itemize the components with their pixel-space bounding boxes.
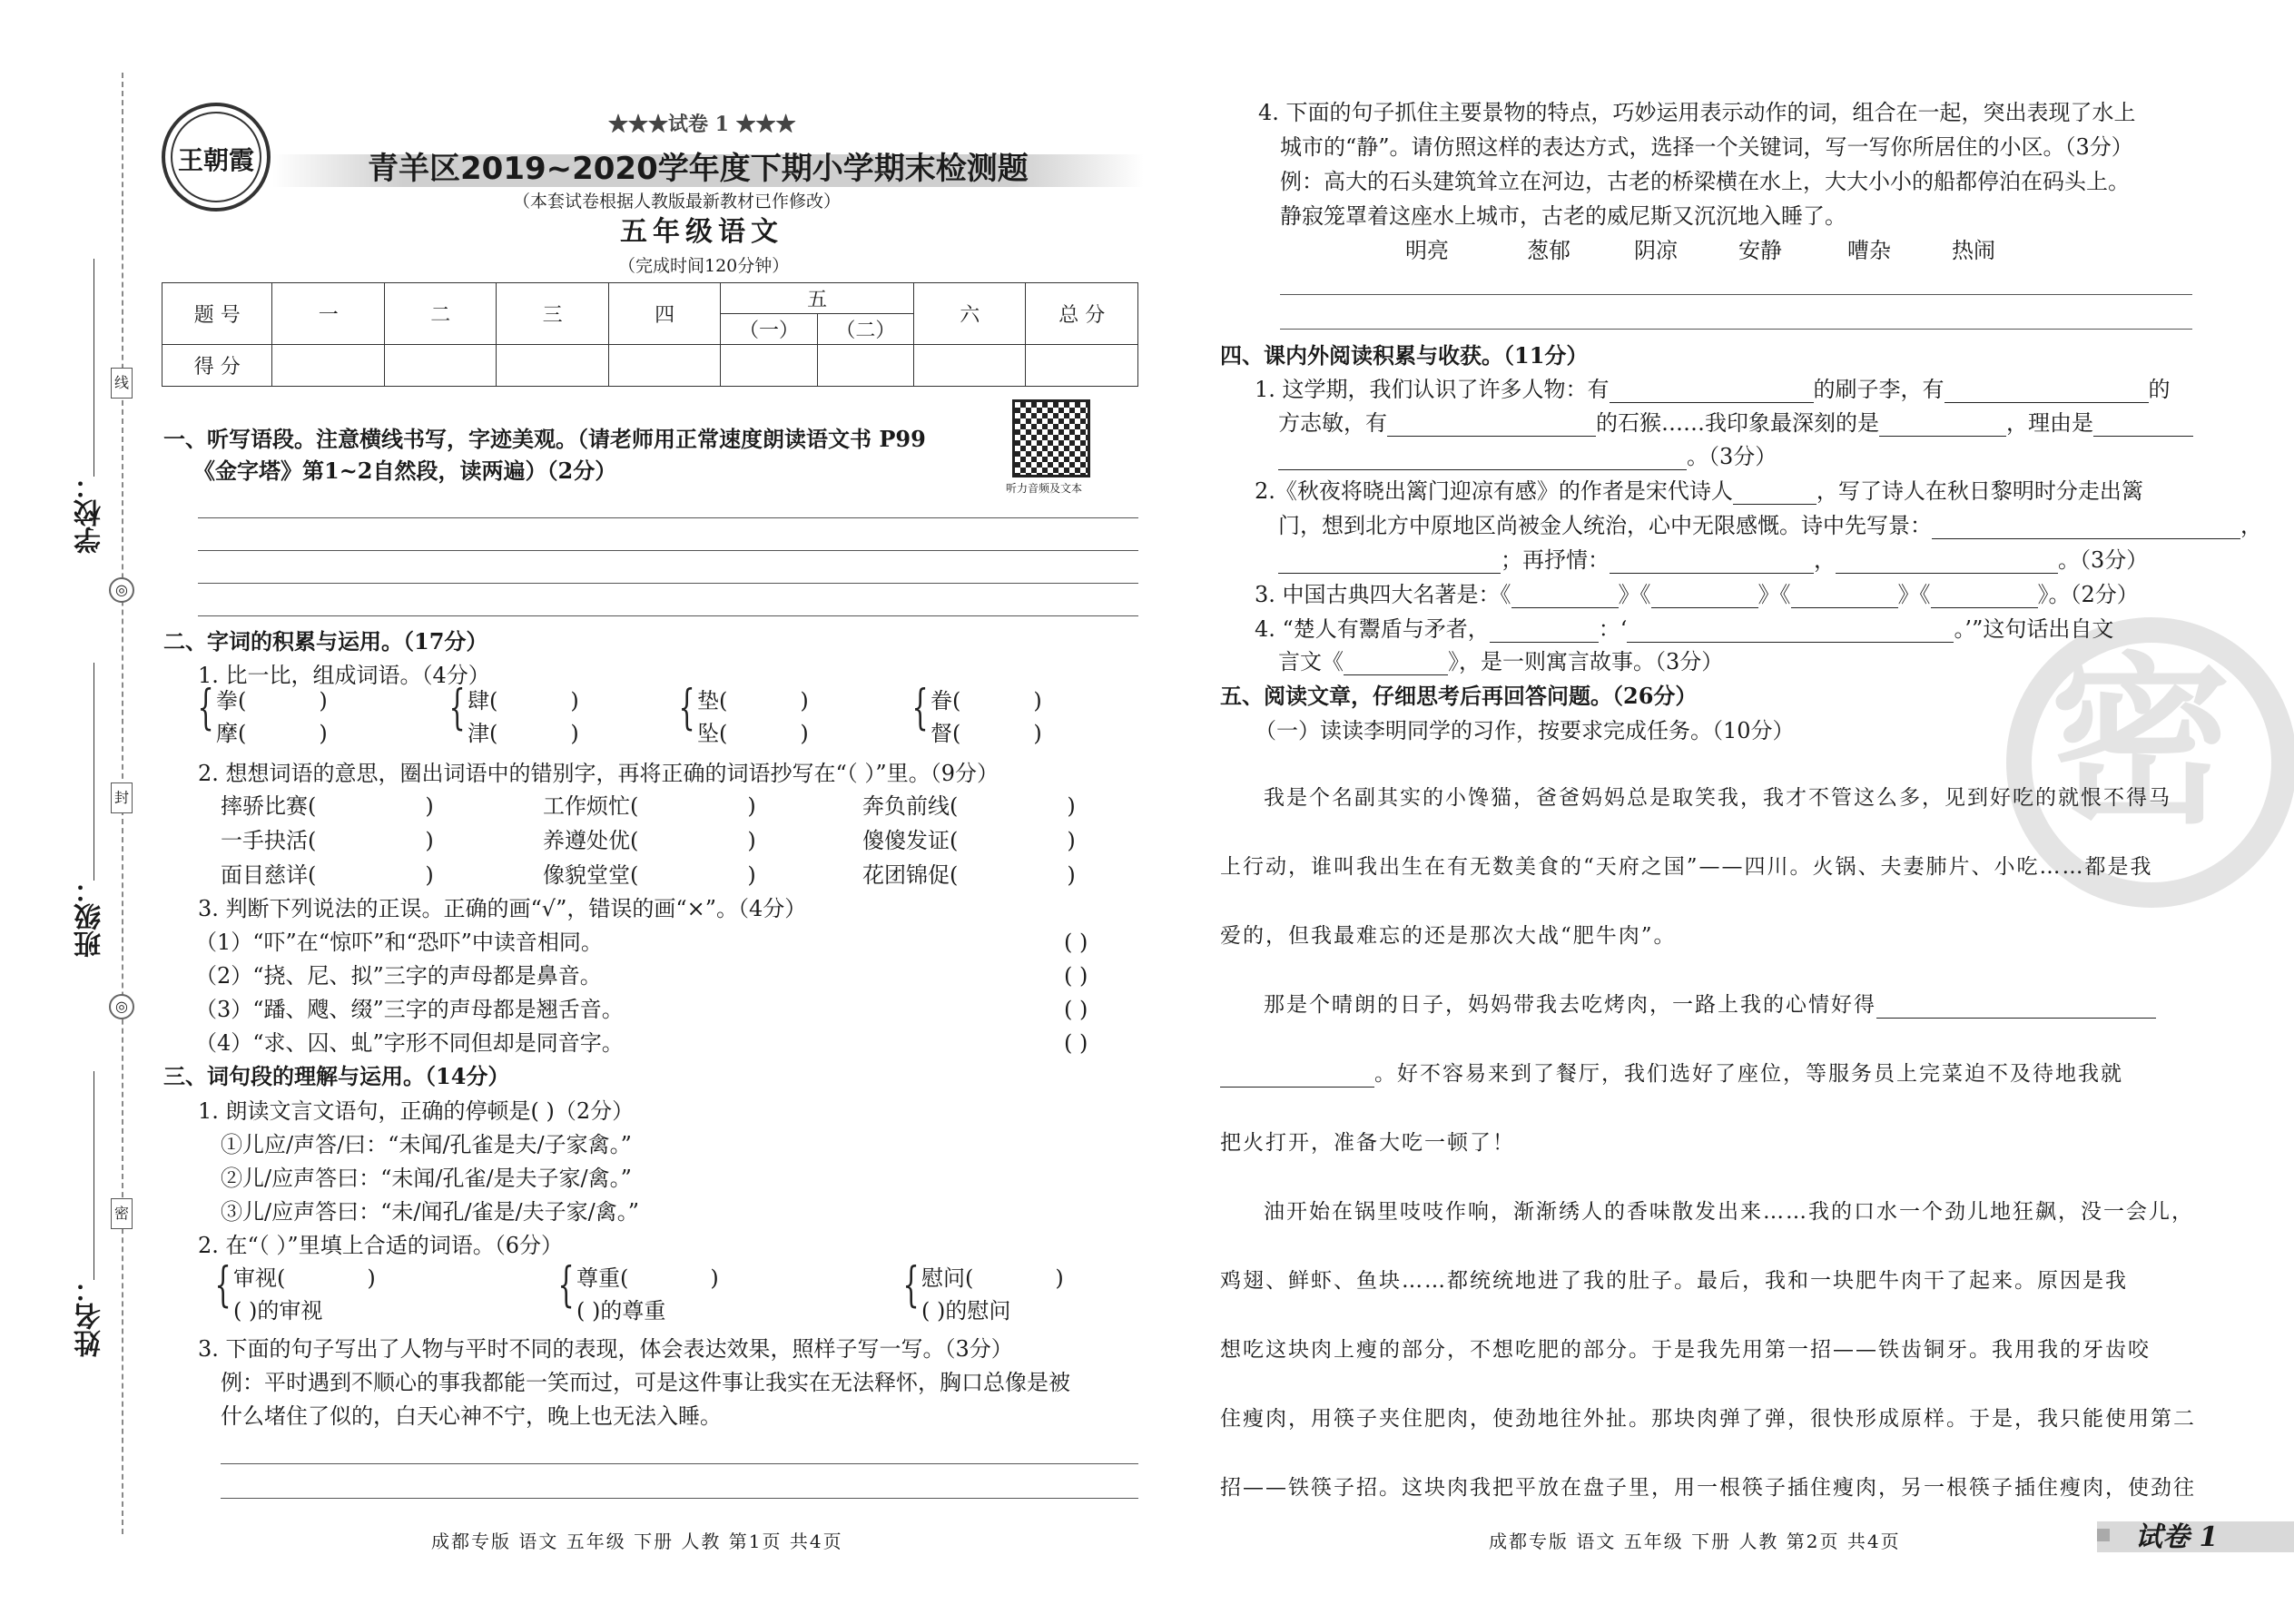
footer-tag-square <box>2097 1529 2110 1541</box>
word-item: 傻傻发证( ) <box>862 828 1076 853</box>
sec2-q2: 2. 想想词语的意思，圈出词语中的错别字，再将正确的词语抄写在“（ ）”里。（9分） <box>198 761 999 786</box>
sec4-q4-line1: 4. “楚人有鬻盾与矛者， ：‘ 。’”这句话出自文 <box>1255 616 2114 642</box>
keyword: 嘈杂 <box>1847 238 1891 263</box>
exam-time: （完成时间120分钟） <box>618 256 790 276</box>
sec4-q1-line2: 方志敏，有 的石猴……我印象最深刻的是 ，理由是 <box>1278 410 2193 437</box>
essay-line: 爱的，但我最难忘的还是那次大战“肥牛肉”。 <box>1220 924 1677 948</box>
sec2-title: 二、字词的积累与运用。（17分） <box>163 628 488 655</box>
judge-answer-box[interactable]: ( ) <box>1064 963 1088 989</box>
score-subcol-2: （二） <box>817 314 913 345</box>
answer-line[interactable] <box>1280 294 2192 295</box>
name-label: 姓名： <box>74 1275 106 1357</box>
sec4-q3: 3. 中国古典四大名著是：《 》《 》《 》《 》。（2分） <box>1255 582 2139 607</box>
judge-answer-box[interactable]: ( ) <box>1064 1030 1088 1056</box>
footer-tag: 试卷 1 <box>2135 1521 2219 1553</box>
score-col-3: 三 <box>497 283 608 345</box>
essay-line: 我是个名副其实的小馋猫，爸爸妈妈总是取笑我，我才不管这么多，见到好吃的就恨不得马 <box>1264 786 2171 810</box>
sec1-title: 一、听写语段。注意横线书写，字迹美观。（请老师用正常速度朗读语文书 P99 <box>163 426 926 452</box>
score-table <box>162 282 1138 387</box>
word-item: 面目慈详( ) <box>221 862 434 888</box>
brand-logo-text: 王朝霞 <box>177 145 254 175</box>
score-row-label: 得 分 <box>162 345 272 387</box>
score-subcol-1: （一） <box>721 314 817 345</box>
score-cell[interactable] <box>384 345 496 387</box>
sec3-q1: 1. 朗读文言文语句，正确的停顿是( )（2分） <box>198 1098 635 1124</box>
sec2-q1: 1. 比一比，组成词语。（4分） <box>198 663 490 688</box>
sec2-q3: 3. 判断下列说法的正误。正确的画“√”，错误的画“×”。（4分） <box>198 896 807 921</box>
sec3-q3: 3. 下面的句子写出了人物与平时不同的表现，体会表达效果，照样子写一写。（3分） <box>198 1336 1013 1362</box>
pause-option: ②儿/应声答曰：“未闻/孔雀/是夫子家/禽。” <box>221 1166 632 1191</box>
score-col-total: 总 分 <box>1026 283 1138 345</box>
watermark-text: 密 <box>2050 635 2232 849</box>
keyword: 葱郁 <box>1527 238 1570 263</box>
judge-item: （2）“挠、尼、拟”三字的声母都是鼻音。 <box>195 963 602 989</box>
keyword: 安静 <box>1738 238 1782 263</box>
word-item: 工作烦忙( ) <box>543 793 756 819</box>
score-cell[interactable] <box>272 345 384 387</box>
exam-badge: ★★★试卷 1 ★★★ <box>608 113 796 136</box>
dictation-line[interactable] <box>198 517 1138 518</box>
binding-knot-icon: ◎ <box>109 994 134 1019</box>
essay-line: 上行动，谁叫我出生在有无数美食的“天府之国”——四川。火锅、夫妻肺片、小吃……都是我 <box>1220 855 2153 879</box>
seal-char-mi: 密 <box>111 1198 133 1229</box>
sec4-q1-line1: 1. 这学期，我们认识了许多人物：有 的刷子李，有 的 <box>1255 377 2171 402</box>
word-item: 奔负前线( ) <box>862 793 1076 819</box>
q4-line1: 4. 下面的句子抓住主要景物的特点，巧妙运用表示动作的词，组合在一起，突出表现了水上 <box>1258 100 2136 125</box>
footer-right: 成都专版 语文 五年级 下册 人教 第2页 共4页 <box>1489 1530 1901 1552</box>
brand-logo <box>162 103 271 212</box>
score-cell[interactable] <box>1026 345 1138 387</box>
qr-code-icon[interactable] <box>1012 399 1090 477</box>
q4-line4: 静寂笼罩着这座水上城市，古老的威尼斯又沉沉地入睡了。 <box>1280 203 1846 229</box>
seal-char-xian: 线 <box>111 368 133 399</box>
sec4-q4-line2: 言文《 》，是一则寓言故事。（3分） <box>1278 649 1724 674</box>
pause-option: ①儿应/声答/曰：“未闻/孔雀是夫/子家禽。” <box>221 1132 632 1157</box>
sec4-q2-line1: 2.《秋夜将晓出篱门迎凉有感》的作者是宋代诗人 ，写了诗人在秋日黎明时分走出篱 <box>1255 478 2143 504</box>
score-cell[interactable] <box>608 345 720 387</box>
score-header-label: 题 号 <box>162 283 272 345</box>
keyword: 热闹 <box>1952 238 1995 263</box>
essay-line: 住瘦肉，用筷子夹住肥肉，使劲地往外扯。那块肉弹了弹，很快形成原样。于是，我只能使用第二 <box>1220 1407 2196 1431</box>
sec3-example-line1: 例：平时遇到不顺心的事我都能一笑而过，可是这件事让我实在无法释怀，胸口总像是被 <box>221 1370 1070 1395</box>
score-col-1: 一 <box>272 283 384 345</box>
essay-line: 。好不容易来到了餐厅，我们选好了座位，等服务员上完菜迫不及待地我就 <box>1220 1062 2123 1088</box>
exam-subject: 五年级语文 <box>620 216 783 248</box>
essay-line: 想吃这块肉上瘦的部分，不想吃肥的部分。于是我先用第一招——铁齿铜牙。我用我的牙齿咬 <box>1220 1338 2151 1362</box>
answer-line[interactable] <box>221 1498 1138 1499</box>
score-cell[interactable] <box>497 345 608 387</box>
keyword: 明亮 <box>1405 238 1449 263</box>
judge-item: （3）“蹯、飕、缀”三字的声母都是翘舌音。 <box>195 997 624 1022</box>
essay-line: 把火打开，准备大吃一顿了！ <box>1220 1131 1515 1155</box>
score-col-6: 六 <box>913 283 1025 345</box>
dictation-line[interactable] <box>198 550 1138 551</box>
score-cell[interactable] <box>913 345 1025 387</box>
sec3-q2: 2. 在“（ ）”里填上合适的词语。（6分） <box>198 1233 563 1258</box>
qr-caption: 听力音频及文本 <box>1006 482 1083 495</box>
exam-note: （本套试卷根据人教版最新教材已作修改） <box>513 192 842 212</box>
essay-line: 油开始在锅里吱吱作响，渐渐绣人的香味散发出来……我的口水一个劲儿地狂飙，没一会儿， <box>1264 1200 2194 1224</box>
binding-knot-icon: ◎ <box>109 577 134 603</box>
dictation-line[interactable] <box>198 615 1138 616</box>
essay-line: 招——铁筷子招。这块肉我把平放在盘子里，用一根筷子插住瘦肉，另一根筷子插住瘦肉，使劲往 <box>1220 1476 2196 1500</box>
word-item: 养遵处优( ) <box>543 828 756 853</box>
sec4-q1-line3: 。（3分） <box>1278 444 1777 470</box>
school-label: 学校： <box>74 472 106 554</box>
sec3-title: 三、词句段的理解与运用。（14分） <box>163 1063 510 1089</box>
judge-item: （1）“吓”在“惊吓”和“恐吓”中读音相同。 <box>195 930 603 955</box>
exam-title: 青羊区2019~2020学年度下期小学期末检测题 <box>368 151 1029 187</box>
sec1-title-line2: 《金字塔》第1~2自然段，读两遍）（2分） <box>193 458 617 484</box>
word-item: 摔骄比赛( ) <box>221 793 434 819</box>
word-item: 花团锦促( ) <box>862 862 1076 888</box>
footer-left: 成都专版 语文 五年级 下册 人教 第1页 共4页 <box>431 1530 843 1552</box>
sec4-q2-line2: 门，想到北方中原地区尚被金人统治，心中无限感慨。诗中先写景： ， <box>1278 513 2262 538</box>
word-item: 像貌堂堂( ) <box>543 862 756 888</box>
q4-line2: 城市的“静”。请仿照这样的表达方式，选择一个关键词，写一写你所居住的小区。（3分） <box>1280 134 2133 160</box>
essay-line: 那是个晴朗的日子，妈妈带我去吃烤肉，一路上我的心情好得 <box>1264 993 2156 1019</box>
judge-item: （4）“求、囚、虬”字形不同但却是同音字。 <box>195 1030 624 1056</box>
dictation-line[interactable] <box>198 583 1138 584</box>
score-col-4: 四 <box>608 283 720 345</box>
essay-line: 鸡翅、鲜虾、鱼块……都统统地进了我的肚子。最后，我和一块肥牛肉干了起来。原因是我 <box>1220 1269 2128 1293</box>
answer-line[interactable] <box>221 1463 1138 1464</box>
sec4-q2-line3: ；再抒情： ， 。（3分） <box>1278 547 2148 574</box>
q4-line3: 例：高大的石头建筑耸立在河边，古老的桥梁横在水上，大大小小的船都停泊在码头上。 <box>1280 169 2130 194</box>
judge-answer-box[interactable]: ( ) <box>1064 997 1088 1022</box>
answer-line[interactable] <box>1280 329 2192 330</box>
judge-answer-box[interactable]: ( ) <box>1064 930 1088 955</box>
class-label: 班级： <box>74 876 106 958</box>
sec4-title: 四、课内外阅读积累与收获。（11分） <box>1220 342 1589 369</box>
seal-char-feng: 封 <box>111 782 133 813</box>
sec5-sub: （一）读读李明同学的习作，按要求完成任务。（10分） <box>1255 718 1795 743</box>
sec5-title: 五、阅读文章，仔细思考后再回答问题。（26分） <box>1220 683 1698 709</box>
keyword: 阴凉 <box>1634 238 1678 263</box>
sec3-example-line2: 什么堵住了似的，白天心神不宁，晚上也无法入睡。 <box>221 1403 722 1429</box>
score-cell[interactable] <box>817 345 913 387</box>
pause-option: ③儿/应声答曰：“未/闻孔/雀是/夫子家/禽。” <box>221 1199 639 1225</box>
score-cell[interactable] <box>721 345 817 387</box>
word-item: 一手抉活( ) <box>221 828 434 853</box>
score-col-2: 二 <box>384 283 496 345</box>
score-col-5: 五 <box>721 283 914 314</box>
